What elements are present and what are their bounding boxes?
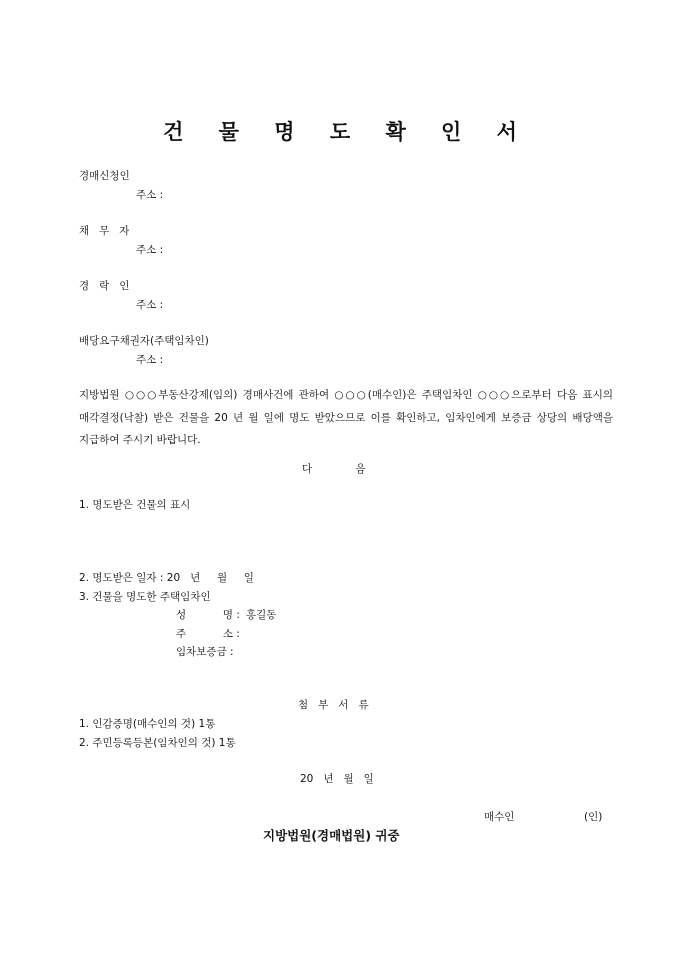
tenant-name-value: 홍길동 [246,609,277,621]
statement-paragraph: 지방법원 ○○○부동산강제(임의) 경매사건에 관하여 ○○○(매수인)은 주택임차인 ○○○으로부터 다음 표시의 매각결정(낙찰) 받은 건물을 20 년 월 일에 명도 받았으므로 이를 확인하고, 임차인에게 보증금 상당의 배당액을 지급하여 주시기 바랍니다. [79,389,613,446]
document-title: 건 물 명 도 확 인 서 [163,120,531,144]
debtor-address-label: 주소 : [136,244,164,256]
debtor-label: 채 무 자 [79,225,130,237]
dividend-creditor-address-label: 주소 : [136,354,164,366]
winning-bidder-label: 경 락 인 [79,280,130,292]
document-date: 20 년 월 일 [300,773,374,785]
attachment-item-1: 1. 인감증명(매수인의 것) 1통 [79,718,216,730]
attachments-heading: 첨 부 서 류 [298,699,369,711]
item-3-tenant: 3. 건물을 명도한 주택임차인 [79,591,211,603]
tenant-deposit-label: 임차보증금 : [176,646,234,658]
notice-heading: 다 음 [302,463,366,475]
attachment-item-2: 2. 주민등록등본(임차인의 것) 1통 [79,737,236,749]
tenant-name-label: 성 명 : [176,609,240,621]
tenant-address-label: 주 소 : [176,628,240,640]
buyer-label: 매수인 [484,811,515,823]
item-2-delivery-date: 2. 명도받은 일자 : 20 년 월 일 [79,572,254,584]
court-addressee: 지방법원(경매법원) 귀중 [263,828,400,843]
seal-placeholder: (인) [584,811,603,823]
applicant-address-label: 주소 : [136,189,164,201]
winning-bidder-address-label: 주소 : [136,299,164,311]
item-1-building-description: 1. 명도받은 건물의 표시 [79,499,191,511]
applicant-label: 경매신청인 [79,170,130,182]
dividend-creditor-label: 배당요구채권자(주택임차인) [79,335,209,347]
